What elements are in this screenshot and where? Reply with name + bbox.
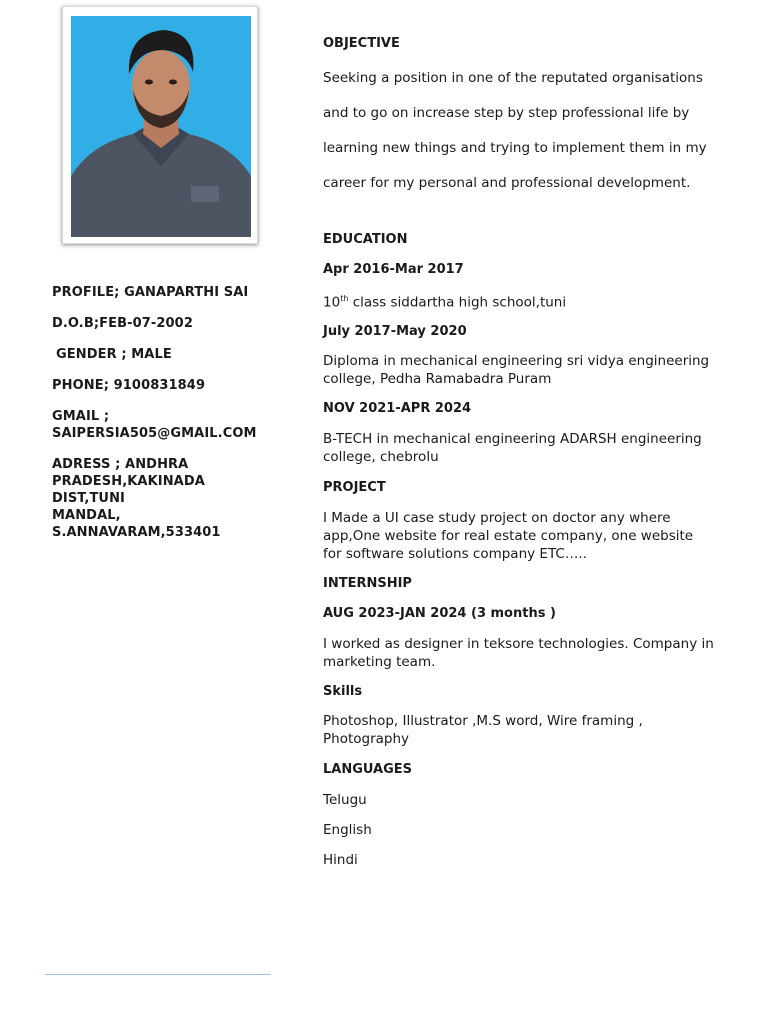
education-heading: EDUCATION — [323, 232, 408, 247]
date-of-birth: D.O.B;FEB-07-2002 — [52, 316, 193, 331]
email-value: SAIPERSIA505@GMAIL.COM — [52, 426, 257, 441]
address-line: PRADESH,KAKINADA DIST,TUNI — [52, 474, 205, 506]
language-item: Telugu — [323, 791, 367, 808]
gender: GENDER ; MALE — [56, 347, 172, 362]
phone: PHONE; 9100831849 — [52, 378, 206, 393]
internship-heading: INTERNSHIP — [323, 575, 412, 591]
education-period: July 2017-May 2020 — [323, 323, 467, 339]
skills-list: Photoshop, Illustrator ,M.S word, Wire framing , Photography — [323, 712, 643, 747]
resume-main — [323, 35, 723, 869]
education-detail: Diploma in mechanical engineering sri vidya engineering college, Pedha Ramabadra Puram — [323, 352, 710, 387]
languages-heading: LANGUAGES — [323, 761, 413, 777]
internship-period: AUG 2023-JAN 2024 (3 months ) — [323, 605, 556, 621]
language-item: English — [323, 821, 372, 838]
language-item: Hindi — [323, 851, 358, 868]
address — [52, 456, 277, 541]
profile-name: PROFILE; GANAPARTHI SAI — [52, 285, 249, 300]
email-label: GMAIL ; — [52, 409, 110, 424]
objective-line: and to go on increase step by step professional life by — [323, 105, 690, 121]
profile-photo-frame — [62, 6, 258, 244]
objective-line: Seeking a position in one of the reputated organisations — [323, 70, 703, 86]
email — [52, 408, 277, 442]
person-portrait-icon — [71, 16, 251, 237]
project-description: I Made a UI case study project on doctor any where app,One website for real estate company, one website for software solutions company ETC….. — [323, 509, 694, 562]
project-heading: PROJECT — [323, 479, 386, 495]
education-period: NOV 2021-APR 2024 — [323, 400, 472, 416]
address-line: ADRESS ; ANDHRA — [52, 457, 189, 472]
internship-description: I worked as designer in teksore technologies. Company in marketing team. — [323, 635, 714, 670]
address-line: MANDAL, — [52, 508, 121, 523]
education-detail: B-TECH in mechanical engineering ADARSH engineering college, chebrolu — [323, 430, 702, 465]
address-line: S.ANNAVARAM,533401 — [52, 525, 221, 540]
profile-photo — [71, 16, 251, 237]
education-detail: 10th class siddartha high school,tuni — [323, 294, 567, 311]
education-period: Apr 2016-Mar 2017 — [323, 262, 464, 277]
objective-line: learning new things and trying to implement them in my — [323, 140, 707, 156]
objective-line: career for my personal and professional development. — [323, 175, 691, 191]
personal-details — [52, 284, 277, 555]
footer-divider — [45, 974, 271, 975]
objective-heading: OBJECTIVE — [323, 36, 400, 51]
skills-heading: Skills — [323, 683, 363, 699]
